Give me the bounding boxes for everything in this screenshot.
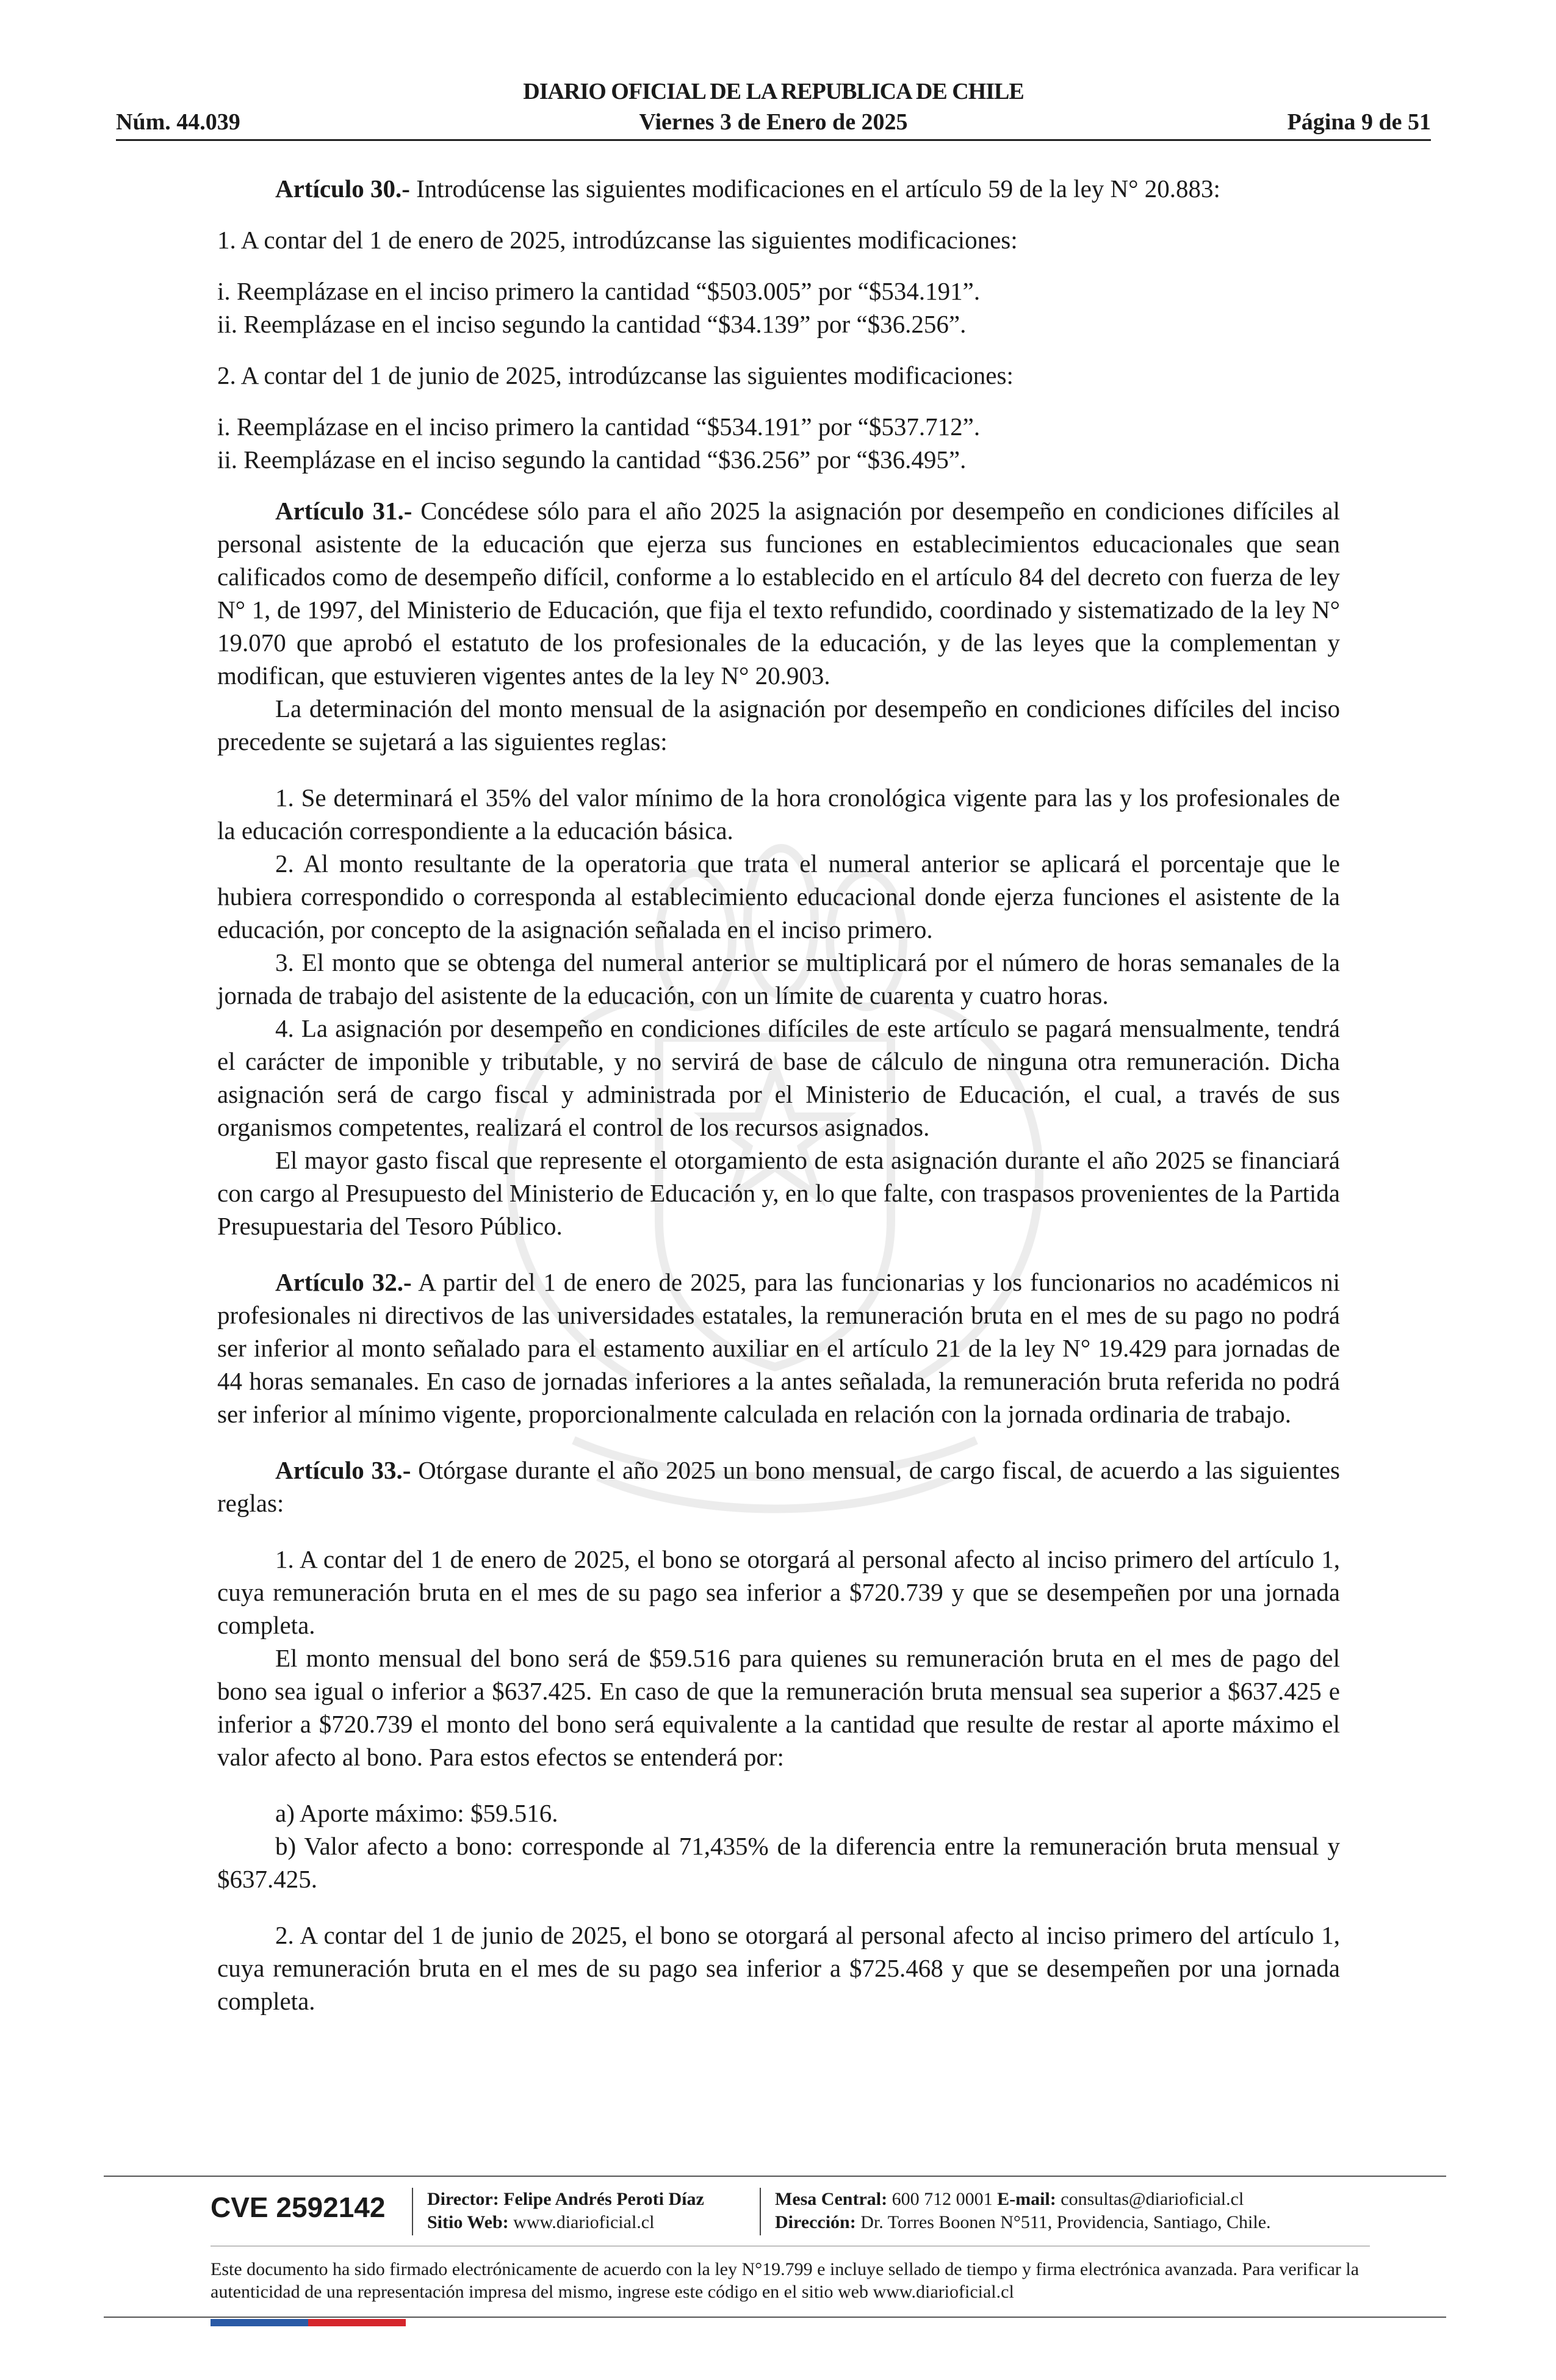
article-31-heading: Artículo 31.- — [275, 497, 412, 525]
issue-number: Núm. 44.039 — [116, 109, 240, 135]
footer-top-divider — [104, 2176, 1446, 2177]
issue-date: Viernes 3 de Enero de 2025 — [639, 109, 908, 135]
article-32-heading: Artículo 32.- — [275, 1268, 412, 1296]
article-33-item-1-a: a) Aporte máximo: $59.516. — [275, 1799, 558, 1827]
signature-notice: Este documento ha sido firmado electrónicamente de acuerdo con la ley N°19.799 e incluye sellado de tiempo y firma electrónica avanzada. Para verificar la autenticidad de una representación impresa del mismo, ingrese este código en el sitio web www.diarioficial.cl — [211, 2259, 1360, 2302]
article-31-paragraph-3: El mayor gasto fiscal que represente el otorgamiento de esta asignación durante el año 2025 se financiará con cargo al Presupuesto del Ministerio de Educación y, en lo que falte, con traspasos provenientes de la Partida Presupuestaria del Tesoro Público. — [217, 1146, 1340, 1240]
address: Dr. Torres Boonen N°511, Providencia, Santiago, Chile. — [860, 2212, 1271, 2232]
article-31-intro: Artículo 31.- Concédese sólo para el año 2025 la asignación por desempeño en condiciones difíciles al personal asistente de la educación que ejerza sus funciones en establecimientos educacionales que sean calificados como de desempeño difícil, conforme a lo establecido en el artículo 84 del decreto con fuerza de ley N° 1, de 1997, del Ministerio de Educación, que fija el texto refundido, coordinado y sistematizado de la ley N° 19.070 que aprobó el estatuto de los profesionales de la educación, y de las leyes que la complementan y modifican, que estuvieren vigentes antes de la ley N° 20.903. — [217, 497, 1340, 690]
footer-bottom-divider — [104, 2317, 1446, 2318]
footer-separator — [412, 2188, 413, 2235]
article-31-rule-3: 3. El monto que se obtenga del numeral anterior se multiplicará por el número de horas semanales de la jornada de trabajo del asistente de la educación, con un límite de cuarenta y cuatro horas. — [217, 948, 1340, 1009]
article-33-item-1: 1. A contar del 1 de enero de 2025, el bono se otorgará al personal afecto al inciso primero del artículo 1, cuya remuneración bruta en el mes de su pago sea inferior a $720.739 y que se desempeñen por una jornada completa. — [217, 1545, 1340, 1639]
director-name: Felipe Andrés Peroti Díaz — [503, 2189, 704, 2209]
article-33-item-2: 2. A contar del 1 de junio de 2025, el bono se otorgará al personal afecto al inciso primero del artículo 1, cuya remuneración bruta en el mes de su pago sea inferior a $725.468 y que se desempeñen por una jornada completa. — [217, 1921, 1340, 2015]
document-body — [217, 172, 1340, 2018]
article-30-item-1-ii: ii. Reemplázase en el inciso segundo la cantidad “$34.139” por “$36.256”. — [217, 310, 967, 338]
publication-title: DIARIO OFICIAL DE LA REPUBLICA DE CHILE — [523, 79, 1024, 104]
website-link[interactable]: www.diarioficial.cl — [513, 2212, 655, 2232]
page-number: Página 9 de 51 — [1287, 109, 1431, 135]
article-31-rule-4: 4. La asignación por desempeño en condiciones difíciles de este artículo se pagará mensualmente, tendrá el carácter de imponible y tributable, y no servirá de base de cálculo de ninguna otra remuneración. Dicha asignación será de cargo fiscal y administrada por el Ministerio de Educación, el cual, a través de sus organismos competentes, realizará el control de los recursos asignados. — [217, 1014, 1340, 1141]
page-header — [116, 78, 1431, 145]
email-link[interactable]: consultas@diarioficial.cl — [1061, 2189, 1244, 2209]
article-30-item-2-i: i. Reemplázase en el inciso primero la cantidad “$534.191” por “$537.712”. — [217, 413, 981, 441]
footer-director-block: Director: Felipe Andrés Peroti Díaz Sitio Web: www.diarioficial.cl — [427, 2189, 704, 2232]
article-33-item-1-b: b) Valor afecto a bono: corresponde al 71,435% de la diferencia entre la remuneración bruta mensual y $637.425. — [217, 1832, 1340, 1893]
header-divider — [116, 139, 1431, 141]
article-32-text: Artículo 32.- A partir del 1 de enero de 2025, para las funcionarias y los funcionarios no académicos ni profesionales ni directivos de las universidades estatales, la remuneración bruta en el mes de su pago no podrá ser inferior al monto señalado para el estamento auxiliar en el artículo 21 de la ley N° 19.429 para jornadas de 44 horas semanales. En caso de jornadas inferiores a la antes señalada, la remuneración bruta referida no podrá ser inferior al mínimo vigente, proporcionalmente calculada en relación con la jornada ordinaria de trabajo. — [217, 1268, 1340, 1428]
footer-contact-block: Mesa Central: 600 712 0001 E-mail: consultas@diarioficial.cl Dirección: Dr. Torres Boonen N°511, Providencia, Santiago, Chile. — [775, 2189, 1271, 2232]
article-31-paragraph-2: La determinación del monto mensual de la asignación por desempeño en condiciones difíciles del inciso precedente se sujetará a las siguientes reglas: — [217, 694, 1340, 755]
article-33-item-1-paragraph-2: El monto mensual del bono será de $59.516 para quienes su remuneración bruta en el mes de pago del bono sea igual o inferior a $637.425. En caso de que la remuneración bruta mensual sea superior a $637.425 e inferior a $720.739 el monto del bono será equivalente a la cantidad que resulte de restar al aporte máximo el valor afecto al bono. Para estos efectos se entenderá por: — [217, 1644, 1340, 1771]
article-30-item-1: 1. A contar del 1 de enero de 2025, introdúzcanse las siguientes modificaciones: — [217, 226, 1018, 254]
article-31-rule-1: 1. Se determinará el 35% del valor mínimo de la hora cronológica vigente para las y los profesionales de la educación correspondiente a la educación básica. — [217, 784, 1340, 845]
article-30-item-2: 2. A contar del 1 de junio de 2025, introdúzcanse las siguientes modificaciones: — [217, 361, 1014, 389]
article-33-heading: Artículo 33.- — [275, 1456, 411, 1484]
cve-code: CVE 2592142 — [211, 2191, 386, 2223]
article-30-item-1-i: i. Reemplázase en el inciso primero la cantidad “$503.005” por “$534.191”. — [217, 277, 981, 305]
phone-number: 600 712 0001 — [891, 2189, 993, 2209]
flag-stripe-blue — [211, 2319, 308, 2326]
footer-separator — [760, 2188, 761, 2235]
article-31-rule-2: 2. Al monto resultante de la operatoria que trata el numeral anterior se aplicará el porcentaje que le hubiera correspondido o corresponda al establecimiento educacional donde ejerza funciones el asistente de la educación, por concepto de la asignación señalada en el inciso primero. — [217, 849, 1340, 943]
article-33-intro: Artículo 33.- Otórgase durante el año 2025 un bono mensual, de cargo fiscal, de acuerdo a las siguientes reglas: — [217, 1456, 1340, 1517]
flag-stripe-red — [308, 2319, 406, 2326]
article-30-item-2-ii: ii. Reemplázase en el inciso segundo la cantidad “$36.256” por “$36.495”. — [217, 445, 967, 474]
article-30-heading: Artículo 30.- — [275, 175, 410, 203]
article-30-intro: Artículo 30.- Introdúcense las siguientes modificaciones en el artículo 59 de la ley N° 20.883: — [275, 175, 1220, 203]
